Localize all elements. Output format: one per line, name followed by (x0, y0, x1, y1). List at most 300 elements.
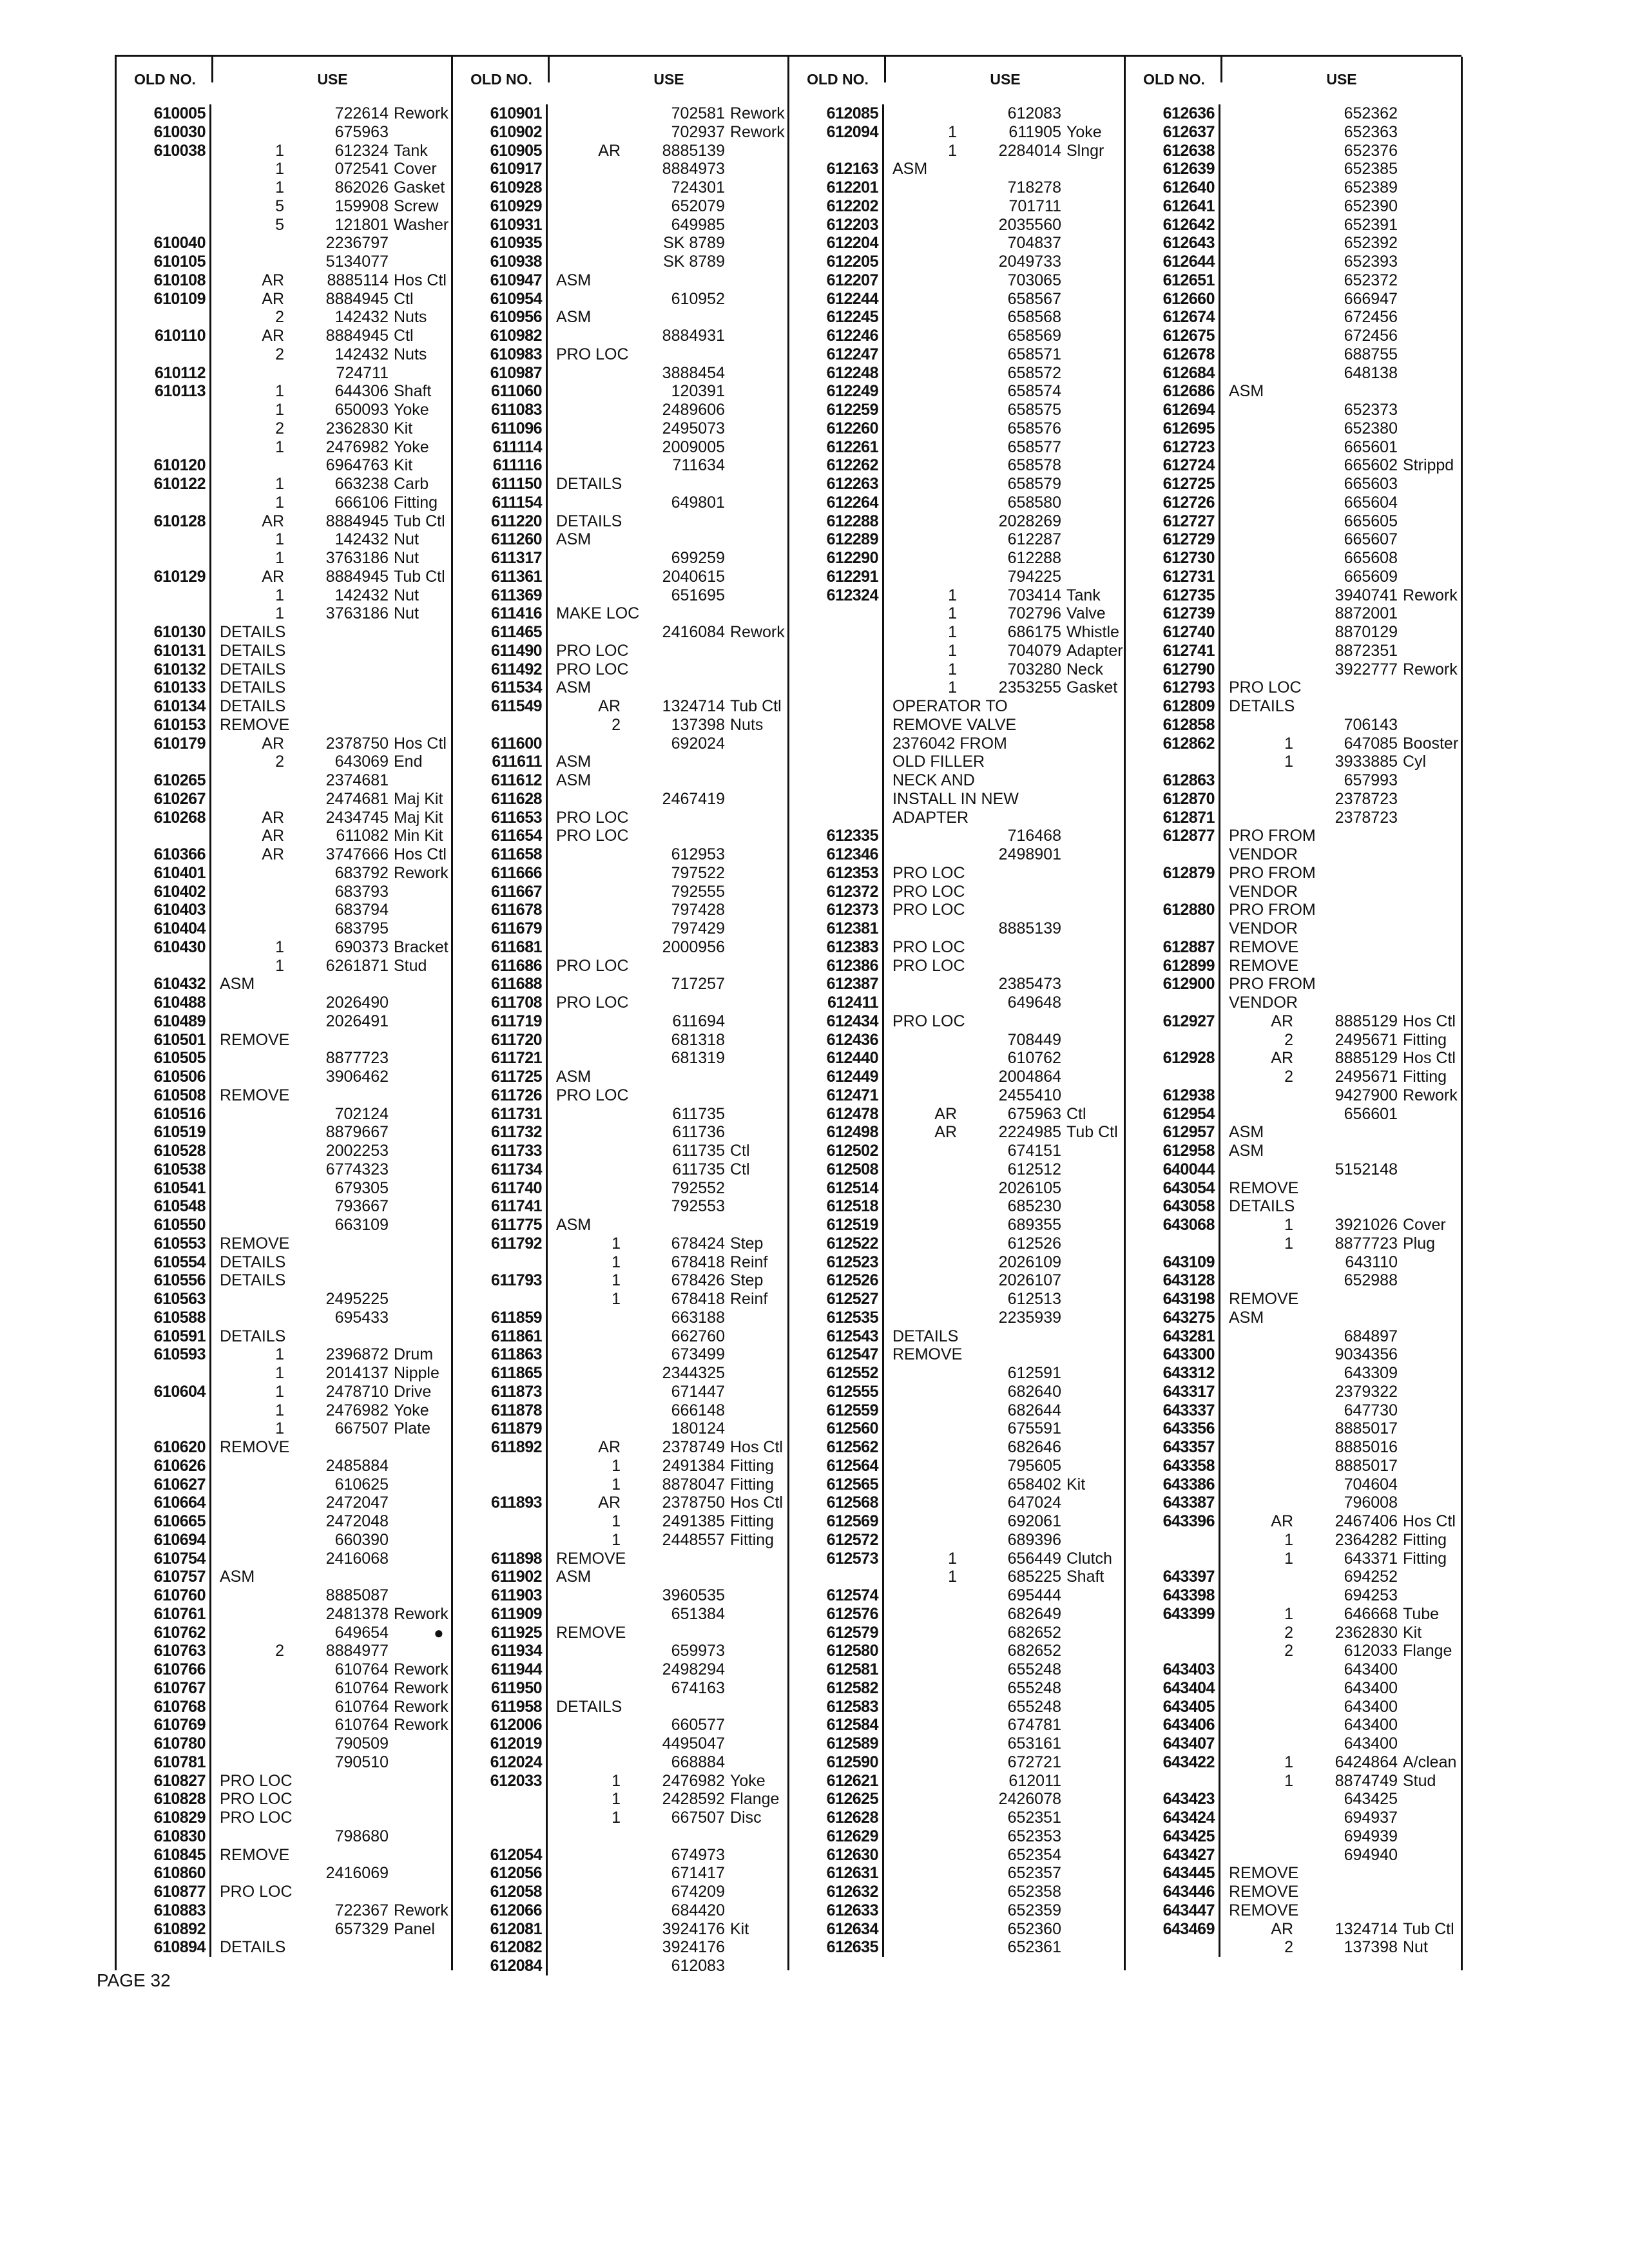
part-number: 671417 (671, 1864, 725, 1883)
quantity: 1 (948, 1568, 957, 1586)
table-row (789, 845, 1124, 864)
part-number: 667507 (671, 1809, 725, 1827)
row-list (789, 104, 1124, 1957)
part-number: 643400 (1344, 1697, 1398, 1716)
old-number: 611116 (456, 456, 548, 475)
part-number: 657329 (334, 1919, 389, 1938)
table-row (1126, 1660, 1461, 1679)
old-number: 610935 (456, 234, 548, 253)
table-row (453, 456, 788, 475)
part-description: Rework (730, 623, 785, 641)
table-row (117, 1901, 452, 1920)
part-description: Rework (394, 1604, 448, 1623)
old-number: 643422 (1128, 1753, 1220, 1772)
old-number: 610894 (119, 1938, 211, 1957)
table-row (453, 494, 788, 512)
table-row (1126, 716, 1461, 735)
action-text: REMOVE (556, 1623, 626, 1642)
action-text: DETAILS (556, 1697, 622, 1716)
quantity: 1 (1284, 1234, 1293, 1253)
table-row (789, 1772, 1124, 1791)
quantity: 2 (1284, 1938, 1293, 1957)
table-row (453, 1753, 788, 1772)
part-number: 675963 (1007, 1104, 1061, 1123)
part-number: 6964763 (325, 456, 389, 475)
table-row (117, 1419, 452, 1438)
old-number: 610516 (119, 1105, 211, 1124)
old-number: 612290 (792, 549, 884, 568)
table-row (1126, 1457, 1461, 1475)
old-no-header: OLD NO. (134, 71, 196, 88)
part-number: 795605 (1007, 1456, 1061, 1475)
old-number: 610931 (456, 216, 548, 235)
part-number: 3906462 (325, 1068, 389, 1086)
old-number: 610501 (119, 1031, 211, 1050)
table-row (453, 1809, 788, 1827)
part-number: 718278 (1007, 178, 1061, 197)
table-row (453, 1660, 788, 1679)
part-number: 612287 (1007, 530, 1061, 549)
old-number: 610902 (456, 123, 548, 142)
old-number (792, 642, 884, 660)
old-number: 612082 (456, 1938, 548, 1957)
old-number: 610488 (119, 994, 211, 1012)
table-row (117, 1142, 452, 1160)
quantity: 1 (1284, 1604, 1293, 1623)
action-text: DETAILS (220, 641, 286, 660)
old-number: 610766 (119, 1660, 211, 1679)
table-row (453, 1772, 788, 1791)
old-number: 610604 (119, 1383, 211, 1401)
quantity: AR (262, 845, 284, 863)
old-number: 612559 (792, 1401, 884, 1420)
table-row (1126, 530, 1461, 549)
table-row (1126, 197, 1461, 216)
action-text: REMOVE (1229, 937, 1299, 956)
quantity: 1 (612, 1512, 621, 1530)
part-description: Fitting (1403, 1030, 1447, 1049)
part-number: 659973 (671, 1642, 725, 1660)
table-row (117, 1550, 452, 1568)
table-row (1126, 1568, 1461, 1586)
part-number: 674781 (1007, 1716, 1061, 1735)
old-number: 611154 (456, 494, 548, 512)
part-number: 649801 (671, 493, 725, 512)
part-description: Min Kit (394, 827, 443, 845)
action-text: NECK AND (892, 771, 975, 789)
part-description: Whistle (1066, 623, 1119, 641)
part-description: Cover (394, 160, 437, 178)
old-number: 612858 (1128, 716, 1220, 735)
part-description: Bracket (394, 937, 448, 956)
table-row (1126, 345, 1461, 364)
part-description: Reinf (730, 1290, 768, 1308)
part-description: Tub Ctl (394, 512, 445, 530)
table-row (789, 1290, 1124, 1309)
old-number: 612058 (456, 1883, 548, 1901)
table-row (117, 512, 452, 531)
part-number: 643400 (1344, 1716, 1398, 1735)
action-text: REMOVE (556, 1549, 626, 1568)
action-text: OLD FILLER (892, 753, 985, 771)
table-row (117, 1253, 452, 1272)
part-number: 647730 (1344, 1401, 1398, 1419)
table-row (1126, 512, 1461, 531)
old-number: 610763 (119, 1642, 211, 1660)
table-row (453, 845, 788, 864)
table-row (117, 1753, 452, 1772)
old-number: 612056 (456, 1864, 548, 1883)
old-number: 611060 (456, 382, 548, 401)
part-number: 665601 (1344, 437, 1398, 456)
old-number: 611721 (456, 1049, 548, 1068)
old-number: 611741 (456, 1197, 548, 1216)
part-number: 2474681 (325, 789, 389, 808)
quantity: 1 (275, 493, 284, 512)
old-number: 610892 (119, 1920, 211, 1939)
table-row (453, 1383, 788, 1401)
old-number (119, 827, 211, 845)
old-number: 611719 (456, 1012, 548, 1031)
table-row (1126, 1271, 1461, 1290)
part-description: Nut (394, 549, 419, 567)
table-row (453, 1920, 788, 1939)
table-row (789, 623, 1124, 642)
old-number: 612576 (792, 1605, 884, 1624)
action-text: VENDOR (1229, 882, 1298, 901)
part-number: 2026105 (998, 1178, 1061, 1197)
old-number: 610265 (119, 771, 211, 790)
part-number: 682646 (1007, 1438, 1061, 1456)
old-number: 612684 (1128, 364, 1220, 383)
part-number: 612083 (671, 1957, 725, 1975)
table-row (789, 919, 1124, 938)
action-text: ASM (220, 975, 255, 994)
action-text: PRO LOC (1229, 678, 1302, 697)
part-description: Maj Kit (394, 789, 443, 808)
old-number: 612660 (1128, 290, 1220, 309)
table-row (789, 494, 1124, 512)
old-number: 612568 (792, 1494, 884, 1512)
table-row (1126, 1160, 1461, 1179)
quantity: 1 (275, 1364, 284, 1382)
quantity: 1 (612, 1234, 621, 1253)
part-number: 2472047 (325, 1494, 389, 1512)
table-row (1126, 660, 1461, 679)
quantity: AR (262, 512, 284, 530)
part-description: Fitting (394, 493, 438, 512)
part-description: Kit (730, 1919, 749, 1938)
action-text: REMOVE (220, 1086, 290, 1104)
part-number: 656449 (1007, 1549, 1061, 1568)
part-number: 643400 (1344, 1660, 1398, 1678)
part-number: 658569 (1007, 327, 1061, 345)
table-row (453, 957, 788, 975)
action-text: ASM (556, 771, 592, 789)
action-text: REMOVE (1229, 1290, 1299, 1308)
row-list (434, 104, 788, 1975)
table-row (453, 1790, 788, 1809)
quantity: 1 (612, 1271, 621, 1290)
part-number: 683795 (334, 919, 389, 937)
part-number: 674163 (671, 1678, 725, 1697)
table-row (789, 1938, 1124, 1957)
table-row (453, 1438, 788, 1457)
column-header (1126, 71, 1461, 94)
part-number: 652385 (1344, 160, 1398, 178)
table-row (1126, 678, 1461, 697)
old-number: 611679 (456, 919, 548, 938)
old-number: 610404 (119, 919, 211, 938)
quantity: 1 (948, 586, 957, 604)
part-number: 2489606 (662, 401, 725, 419)
table-row (1126, 308, 1461, 327)
table-row (453, 919, 788, 938)
old-number: 612440 (792, 1049, 884, 1068)
part-number: 8872351 (1335, 641, 1398, 660)
part-number: 2495671 (1335, 1030, 1398, 1049)
table-row (789, 160, 1124, 178)
part-number: 674209 (671, 1883, 725, 1901)
table-row (789, 938, 1124, 957)
old-number (456, 1475, 548, 1494)
old-number: 612582 (792, 1679, 884, 1698)
old-number: 611708 (456, 994, 548, 1012)
quantity: AR (262, 734, 284, 753)
action-text: ASM (556, 753, 592, 771)
part-description: Fitting (730, 1456, 775, 1475)
table-row (453, 1327, 788, 1346)
part-number: 679305 (334, 1178, 389, 1197)
table-row (1126, 1031, 1461, 1050)
old-number: 611628 (456, 790, 548, 809)
quantity: 1 (612, 1790, 621, 1809)
old-number: 612954 (1128, 1105, 1220, 1124)
table-row (789, 1160, 1124, 1179)
part-number: 665608 (1344, 549, 1398, 567)
old-number: 643275 (1128, 1309, 1220, 1327)
table-row (117, 530, 452, 549)
old-number: 611733 (456, 1142, 548, 1160)
table-row (117, 1660, 452, 1679)
old-number: 610113 (119, 382, 211, 401)
part-number: 674151 (1007, 1142, 1061, 1160)
table-row (1126, 642, 1461, 660)
table-row (117, 160, 452, 178)
table-row (117, 938, 452, 957)
part-number: 643400 (1344, 1678, 1398, 1697)
old-number: 610038 (119, 142, 211, 160)
table-row (789, 1827, 1124, 1846)
part-description: Stud (1403, 1771, 1436, 1790)
old-number: 612632 (792, 1883, 884, 1901)
old-number: 612449 (792, 1068, 884, 1086)
part-number: 649654 (334, 1623, 389, 1642)
table-row (453, 327, 788, 345)
old-number: 612502 (792, 1142, 884, 1160)
row-list (117, 104, 452, 1957)
part-number: 652354 (1007, 1845, 1061, 1864)
table-row (1126, 216, 1461, 235)
old-number (456, 1290, 548, 1309)
part-number: 643309 (1344, 1364, 1398, 1382)
part-description: Tub Ctl (1403, 1919, 1454, 1938)
old-number: 643446 (1128, 1883, 1220, 1901)
part-number: 666148 (671, 1401, 725, 1419)
old-number: 612642 (1128, 216, 1220, 235)
part-number: 792553 (671, 1197, 725, 1216)
part-description: Nut (394, 604, 419, 623)
table-row (117, 401, 452, 419)
table-row (117, 623, 452, 642)
old-number: 643358 (1128, 1457, 1220, 1475)
table-row (1126, 1068, 1461, 1086)
table-row (453, 1235, 788, 1253)
old-number: 610556 (119, 1271, 211, 1290)
part-description: Stud (394, 956, 427, 975)
table-row (117, 604, 452, 623)
part-number: 643425 (1344, 1790, 1398, 1809)
old-number: 611260 (456, 530, 548, 549)
old-number: 610120 (119, 456, 211, 475)
part-number: 658574 (1007, 382, 1061, 401)
old-number: 643198 (1128, 1290, 1220, 1309)
part-number: 694253 (1344, 1586, 1398, 1604)
part-number: 672721 (1007, 1753, 1061, 1771)
table-row (789, 290, 1124, 309)
part-description: Cover (1403, 1216, 1446, 1234)
old-number: 612740 (1128, 623, 1220, 642)
part-number: 611082 (336, 827, 389, 845)
table-row (117, 1309, 452, 1327)
old-number: 612054 (456, 1846, 548, 1865)
part-number: 665607 (1344, 530, 1398, 549)
part-number: 2362830 (325, 419, 389, 437)
table-row (789, 1624, 1124, 1642)
part-number: 9427900 (1335, 1086, 1398, 1104)
old-number: 612335 (792, 827, 884, 845)
old-number: 643054 (1128, 1179, 1220, 1198)
part-description: Rework (394, 104, 448, 122)
table-row (1126, 1605, 1461, 1624)
table-row (789, 678, 1124, 697)
old-number: 612871 (1128, 809, 1220, 827)
old-number: 612247 (792, 345, 884, 364)
old-number (1128, 1068, 1220, 1086)
old-number: 612498 (792, 1123, 884, 1142)
table-row (789, 549, 1124, 568)
old-number: 610626 (119, 1457, 211, 1475)
table-row (1126, 104, 1461, 123)
table-row (117, 1105, 452, 1124)
action-text: PRO LOC (556, 827, 629, 845)
old-number: 610430 (119, 938, 211, 957)
quantity: 1 (1284, 734, 1293, 753)
part-number: 656601 (1344, 1104, 1398, 1123)
old-number (1128, 1235, 1220, 1253)
old-number (1128, 1642, 1220, 1660)
old-number (792, 604, 884, 623)
table-row (789, 1475, 1124, 1494)
part-description: A/clean (1403, 1753, 1457, 1771)
part-number: 644306 (334, 382, 389, 401)
table-row (453, 1123, 788, 1142)
table-row (1126, 938, 1461, 957)
table-row (453, 790, 788, 809)
table-row (453, 1457, 788, 1475)
part-number: 9034356 (1335, 1345, 1398, 1364)
table-row (117, 1160, 452, 1179)
table-row (789, 771, 1124, 790)
table-row (453, 1105, 788, 1124)
action-text: DETAILS (220, 623, 286, 641)
part-description: Flange (1403, 1642, 1452, 1660)
table-row (117, 1457, 452, 1475)
old-number: 612589 (792, 1735, 884, 1753)
part-number: 612033 (1344, 1642, 1398, 1660)
part-number: 658580 (1007, 493, 1061, 512)
part-number: 652390 (1344, 197, 1398, 215)
old-number: 612580 (792, 1642, 884, 1660)
old-number: 643387 (1128, 1494, 1220, 1512)
table-row (789, 1068, 1124, 1086)
table-row (1126, 438, 1461, 457)
action-text: ASM (220, 1568, 255, 1586)
table-row (789, 253, 1124, 271)
table-row (117, 1438, 452, 1457)
part-number: 655248 (1007, 1660, 1061, 1678)
table-row (453, 1086, 788, 1105)
table-row (117, 1827, 452, 1846)
old-number: 611686 (456, 957, 548, 975)
old-number (792, 809, 884, 827)
old-number: 643312 (1128, 1364, 1220, 1383)
part-number: 2467419 (662, 789, 725, 808)
part-description: Rework (730, 104, 785, 122)
quantity: 1 (948, 623, 957, 641)
old-number (1128, 1772, 1220, 1791)
part-number: 2378723 (1335, 789, 1398, 808)
part-description: Carb (394, 475, 429, 493)
table-row (789, 1642, 1124, 1660)
part-number: 702581 (671, 104, 725, 122)
table-row (789, 271, 1124, 290)
part-description: Plug (1403, 1234, 1436, 1253)
part-description: Panel (394, 1919, 435, 1938)
table-row (453, 401, 788, 419)
old-number: 612024 (456, 1753, 548, 1772)
part-number: 8885129 (1335, 1012, 1398, 1030)
old-number: 611934 (456, 1642, 548, 1660)
old-number: 612564 (792, 1457, 884, 1475)
old-number: 643397 (1128, 1568, 1220, 1586)
table-row (789, 104, 1124, 123)
old-number: 610553 (119, 1235, 211, 1253)
part-number: 4495047 (662, 1735, 725, 1753)
part-number: 643400 (1344, 1735, 1398, 1753)
part-description: Nuts (394, 308, 427, 327)
old-number: 611740 (456, 1179, 548, 1198)
part-description: Screw (394, 197, 439, 215)
table-row (1126, 1883, 1461, 1901)
table-row (453, 1049, 788, 1068)
table-row (1126, 586, 1461, 605)
part-description: Reinf (730, 1253, 768, 1271)
table-row (1126, 1920, 1461, 1939)
old-number (119, 345, 211, 364)
part-number: 704604 (1344, 1475, 1398, 1494)
old-number (792, 716, 884, 735)
